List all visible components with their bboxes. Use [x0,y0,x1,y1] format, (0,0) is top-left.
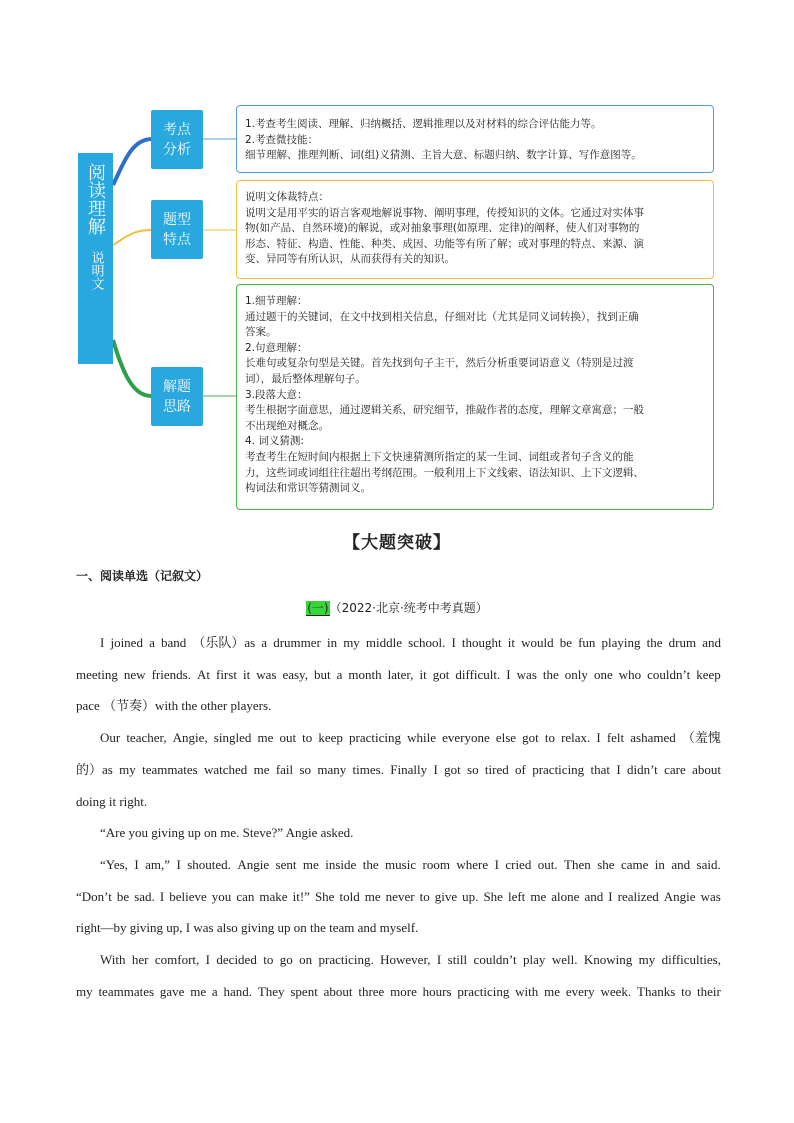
article-word: left [507,888,526,904]
article-word: 的）as [76,761,113,777]
article-word: with [515,983,539,999]
article-word: while [407,730,436,746]
article-word: can [236,888,255,904]
article-word: spent [290,983,318,999]
box3-line: 词），最后整体理解句子。 [245,372,366,385]
article-word: relax. [561,730,591,746]
article-word: the [362,856,379,872]
article-word: got [432,666,450,682]
article-word: teammates [98,983,155,999]
article-word: the [542,666,559,682]
article-word: of [515,761,526,777]
box-exam-points [236,105,714,173]
article-word: but [313,666,331,682]
root-subtitle: 说明文 [88,251,104,290]
article-line [76,659,721,691]
article-line: right—by giving up, I was also giving up on the team and myself. [76,920,419,936]
box3-line: 2.句意理解： [245,341,308,354]
article-word: every [565,983,595,999]
passage-source [0,599,794,616]
article-line: doing it right. [76,793,148,809]
article-word: you [211,888,232,904]
article-word: in [654,856,665,872]
article-word: drum [668,635,697,650]
article-word: “Yes, [100,856,128,872]
article-word: that [590,761,610,777]
mindmap-root [78,153,113,364]
box3-line: 4. 词义猜测: [245,435,304,448]
article-word: so [299,761,312,777]
part-heading: 一、阅读单选（记叙文） [76,569,209,583]
article-word: the [646,635,663,650]
article-word: believe [169,888,207,904]
article-word: inside [325,856,357,872]
connector-green [113,340,151,396]
article-word: However, [380,952,431,968]
connector-blue [113,139,151,185]
article-word: comfort, [154,952,200,968]
article-word: cried [505,856,532,872]
article-word: gave [159,983,185,999]
passage-source-text: （2022·北京·统考中考真题） [329,601,488,615]
node-question-features-label: 题型特点 [163,211,191,248]
article-word: a [149,635,155,650]
article-line [76,976,721,1008]
article-word: drummer [273,635,321,650]
article-word: felt [606,730,625,746]
article-word: realized [617,888,659,904]
article-word: never [385,888,415,904]
article-word: one [593,666,613,682]
article-word: would [521,635,554,650]
connector-yellow [113,230,151,245]
article-word: their [697,983,721,999]
root-title: 阅读理解 [85,163,106,235]
article-word: She [314,888,335,904]
article-word: watched [204,761,248,777]
article-word: got [444,761,461,777]
box3-line: 不出现绝对概念。 [245,419,329,432]
article-word: many [317,761,347,777]
article-word: keep [318,730,343,746]
article-word: me [544,983,560,999]
article-word: thought [461,635,502,650]
box3-line: 考查考生在短时间内根据上下文快速猜测所指定的某一生词、词组或者句子含义的能 [245,450,634,463]
article-word: hours [422,983,452,999]
article-word: my [343,635,360,650]
article-word: came [620,856,649,872]
article-word: week. [600,983,632,999]
article-word: band [160,635,187,650]
article-word: I [494,856,499,872]
article-word: first [215,666,237,682]
article-word: up. [462,888,479,904]
article-word: keep [696,666,721,682]
article-word: I [205,952,211,968]
article-word: only [564,666,588,682]
article-word: in [326,635,338,650]
article-line [76,881,721,913]
article-word: to [263,952,274,968]
article-word: I [506,666,511,682]
box-question-features [236,180,714,279]
box2-line: 说明文是用平实的语言客观地解说事物、阐明事理，传授知识的文体。它通过对实体事 [245,206,644,219]
article-word: （羞愧 [681,730,721,746]
article-word: and [584,888,604,904]
article-word: didn’t [626,761,658,777]
node-exam-points [151,110,203,169]
article-word: new [123,666,146,682]
article-word: She [483,888,503,904]
article-word: I [176,856,181,872]
article-word: school. [408,635,446,650]
article-word: I [433,761,438,777]
article-word: “Don’t [76,888,112,904]
article-word: Then [564,856,591,872]
article-word: was [700,888,721,904]
article-word: give [434,888,458,904]
article-word: where [456,856,489,872]
box2-line: 说明文体裁特点： [245,191,329,203]
article-word: room [422,856,450,872]
article-word: so [467,761,479,777]
article-word: music [385,856,417,872]
article-word: practicing. [318,952,374,968]
article-word: difficulties, [661,952,721,968]
article-word: play [523,952,546,968]
article-word: about [323,983,353,999]
article-line [76,627,721,659]
article-word: ashamed [630,730,676,746]
article-word: her [131,952,149,968]
box2-line: 变、异同等有所认识，从而获得有关的知识。 [245,253,455,266]
article-word: it!” [292,888,310,904]
article-line [76,944,721,976]
article-line [76,754,721,786]
article-word: make [259,888,288,904]
article-word: I [436,952,442,968]
node-question-features [151,200,203,259]
article-word: it [419,666,427,682]
article-word: Our [100,730,121,746]
box3-line: 3.段落大意： [245,388,308,401]
article-word: month [348,666,382,682]
box1-line: 1.考查考生阅读、理解、归纳概括、逻辑推理以及对材料的综合评估能力等。 [245,118,602,130]
box3-line: 通过题干的关键词，在文中找到相关信息，仔细对比（尤其是同义词转换），找到正确 [245,310,639,323]
article-word: me [302,856,319,872]
article-line [76,849,721,881]
box3-line: 力，这些词或词组往往超出考纲范围。一般利用上下文线索、语法知识、上下文逻辑、 [245,466,644,479]
article-word: They [257,983,285,999]
article-word: middle [365,635,403,650]
box3-line: 考生根据字面意思，通过逻辑关系，研究细节，推敲作者的态度，理解文章寓意；一般 [245,404,644,417]
article-word: said. [696,856,721,872]
article-word: it [242,666,251,682]
article-word: me [364,888,381,904]
article-word: else [495,730,517,746]
box1-line: 细节理解、推理判断、词(组)义猜测、主旨大意、标题归纳、数字计算、写作意图等。 [245,149,642,162]
article-word: I [100,635,105,650]
article-word: I [451,635,456,650]
article-word: Thanks [637,983,676,999]
article-word: practicing [532,761,585,777]
article-word: got [522,730,539,746]
node-exam-points-label: 考点分析 [163,121,191,158]
article-word: friends. [151,666,191,682]
article-word: a [211,983,218,999]
article-word: later, [387,666,414,682]
article-word: I [616,761,621,777]
article-word: sent [275,856,297,872]
article-word: be [559,635,572,650]
article-word: I [159,888,165,904]
box1-line: 2.考查微技能： [245,133,319,146]
article-word: times. [352,761,384,777]
article-word: and [671,856,691,872]
article-word: At [196,666,210,682]
article-word: practicing [349,730,401,746]
article-line: “Are you giving up on me. Steve?” Angie asked. [100,825,354,841]
article-word: my [119,761,136,777]
article-word: three [358,983,385,999]
article-word: singled [213,730,252,746]
article-word: about [692,761,721,777]
article-word: （乐队）as [192,635,256,650]
article-word: Angie, [172,730,208,746]
article-word: playing [601,635,641,650]
article-word: me [257,730,274,746]
box3-line: 构词法和常识等猜测词义。 [245,482,371,495]
article-word: Angie [237,856,270,872]
article-word: my [76,983,93,999]
article-word: a [261,635,268,650]
article-word: who [618,666,642,682]
box3-line: 长难句或复杂句型是关键。首先找到句子主干，然后分析重要词语意义（特别是过渡 [245,357,634,370]
article-word: to [302,730,313,746]
box2-line: 物(如产品、自然环境)的解说，或对抽象事理(如原理、定律)的阐释，使人们对事物的 [245,222,640,235]
article-word: With [100,952,126,968]
article-word: was [256,666,277,682]
article-line [76,722,721,754]
article-word: me [190,983,207,999]
passage-number: (一) [307,601,329,615]
box3-line: 1.细节理解： [245,295,308,307]
section-title: 【大题突破】 [343,533,451,553]
article-word: teammates [142,761,198,777]
article-word: me [253,761,270,777]
article-word: out. [537,856,558,872]
article-word: fun [578,635,596,650]
article-word: it [507,635,515,650]
article-word: couldn’t [473,952,517,968]
article-word: to [681,983,692,999]
article-body [76,627,721,1007]
article-line: pace （节奏）with the other players. [76,698,272,714]
article-word: I [596,730,601,746]
article-word: fail [275,761,294,777]
article-word: she [597,856,615,872]
article-word: difficult. [455,666,501,682]
article-word: to [419,888,430,904]
article-word: alone [551,888,580,904]
box3-line: 答案。 [245,326,277,339]
article-word: easy, [282,666,308,682]
article-word: am,” [145,856,171,872]
article-word: care [664,761,686,777]
article-word: Angie [663,888,696,904]
article-word: was [516,666,537,682]
article-word: teacher, [126,730,167,746]
node-solving-approach [151,367,203,426]
article-word: on [299,952,313,968]
article-word: I [608,888,613,904]
node-solving-approach-label: 解题思路 [163,378,191,415]
article-word: joined [110,635,143,650]
article-word: everyone [442,730,490,746]
article-word: be [116,888,130,904]
article-word: told [339,888,360,904]
article-word: tired [484,761,509,777]
box2-line: 形态、特征、构造、性能、种类、成因、功能等有所了解；或对事理的特点、来源、演 [245,237,644,250]
article-word: more [390,983,417,999]
article-word: shouted. [187,856,231,872]
article-word: sad. [134,888,155,904]
article-word: hand. [223,983,253,999]
article-word: well. [551,952,578,968]
article-word: practicing [457,983,510,999]
article-word: me [530,888,547,904]
article-word: out [279,730,297,746]
article-word: Knowing [583,952,633,968]
article-word: a [336,666,343,682]
box-solving-approach [236,284,714,510]
article-word: still [447,952,468,968]
article-word: to [544,730,555,746]
article-word: Finally [390,761,428,777]
article-word: my [638,952,656,968]
article-word: go [279,952,293,968]
article-word: decided [216,952,257,968]
article-word: I [134,856,139,872]
article-word: and [702,635,721,650]
article-word: couldn’t [647,666,691,682]
article-word: meeting [76,666,118,682]
